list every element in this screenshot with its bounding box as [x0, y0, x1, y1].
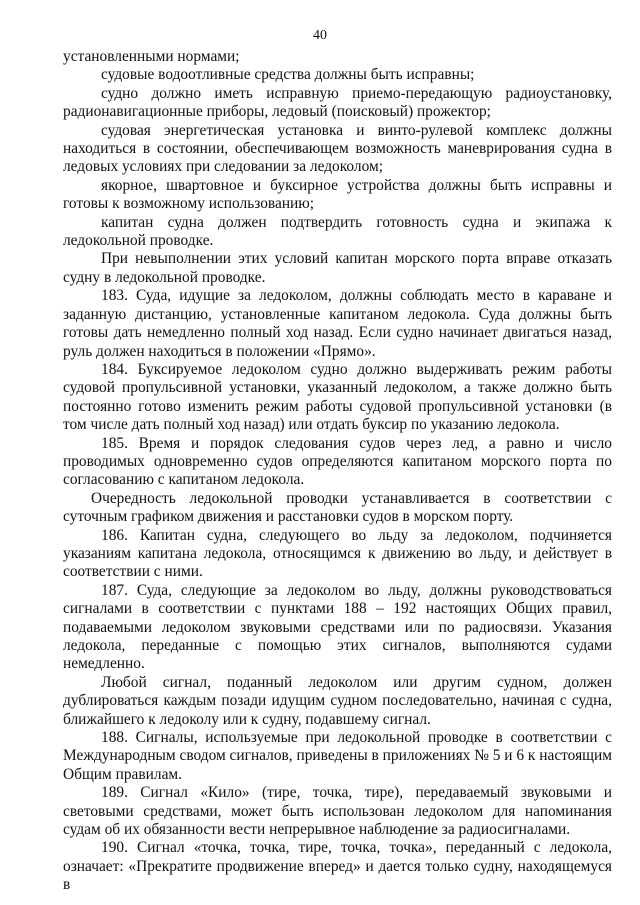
paragraph-186: 186. Капитан судна, следующего во льду за ледоколом, подчиняется указаниям капитана ледокола, относящимся к движению во льду, и действует в соответствии с ними. [63, 526, 612, 581]
paragraph: Очередность ледокольной проводки устанавливается в соответствии с суточным графиком движения и расстановки судов в морском порту. [63, 489, 612, 526]
page-number: 40 [313, 28, 327, 43]
paragraph-183: 183. Суда, идущие за ледоколом, должны соблюдать место в караване и заданную дистанцию, установленные капитаном ледокола. Суда должны быть готовы дать немедленно полный ход назад. Если судно начинает двигаться назад, руль должен находиться в положении «Прямо». [63, 287, 612, 360]
paragraph-187: 187. Суда, следующие за ледоколом во льду, должны руководствоваться сигналами в соответствии с пунктами 188 – 192 настоящих Общих правил, подаваемыми ледоколом звуковыми средствами или по радиосвязи. Указания ледокола, переданные с помощью этих сигналов, выполняются судами немедленно. [63, 581, 612, 673]
document-body [63, 48, 612, 895]
paragraph-188: 188. Сигналы, используемые при ледокольной проводке в соответствии с Международным сводом сигналов, приведены в приложениях № 5 и 6 к настоящим Общим правилам. [63, 729, 612, 783]
paragraph: судно должно иметь исправную приемо-передающую радиоустановку, радионавигационные приборы, ледовый (поисковый) прожектор; [63, 84, 612, 121]
paragraph: установленными нормами; [63, 48, 240, 65]
paragraph: судовая энергетическая установка и винто-рулевой комплекс должны находиться в состоянии, обеспечивающем возможность маневрирования судна в ледовых условиях при следовании за ледоколом; [63, 121, 612, 176]
paragraph: Любой сигнал, поданный ледоколом или другим судном, должен дублироваться каждым позади идущим судном последовательно, начиная с судна, ближайшего к ледоколу или к судну, подавшему сигнал. [63, 673, 612, 728]
paragraph: При невыполнении этих условий капитан морского порта вправе отказать судну в ледокольной проводке. [63, 250, 612, 286]
paragraph: капитан судна должен подтвердить готовность судна и экипажа к ледокольной проводке. [63, 213, 612, 250]
paragraph: якорное, швартовное и буксирное устройства должны быть исправны и готовы к возможному использованию; [63, 176, 612, 213]
paragraph-184: 184. Буксируемое ледоколом судно должно выдерживать режим работы судовой пропульсивной установки, указанный ледоколом, а также должно быть постоянно готово изменить режим работы судовой пропульсивной установки (в том числе дать полный ход назад) или отдать буксир по указанию ледокола. [63, 360, 612, 434]
paragraph-189: 189. Сигнал «Кило» (тире, точка, тире), передаваемый звуковыми и световыми средствами, может быть использован ледоколом для напоминания судам об их обязанности вести непрерывное наблюдение за радиосигналами. [63, 784, 612, 839]
paragraph-190: 190. Сигнал «точка, точка, тире, точка, точка», переданный с ледокола, означает: «Прекратите продвижение вперед» и дается только судну, находящемуся в [63, 839, 612, 894]
paragraph-185: 185. Время и порядок следования судов через лед, а равно и число проводимых одновременно судов определяются капитаном морского порта по согласованию с капитаном ледокола. [63, 434, 612, 489]
paragraph: судовые водоотливные средства должны быть исправны; [101, 66, 475, 84]
